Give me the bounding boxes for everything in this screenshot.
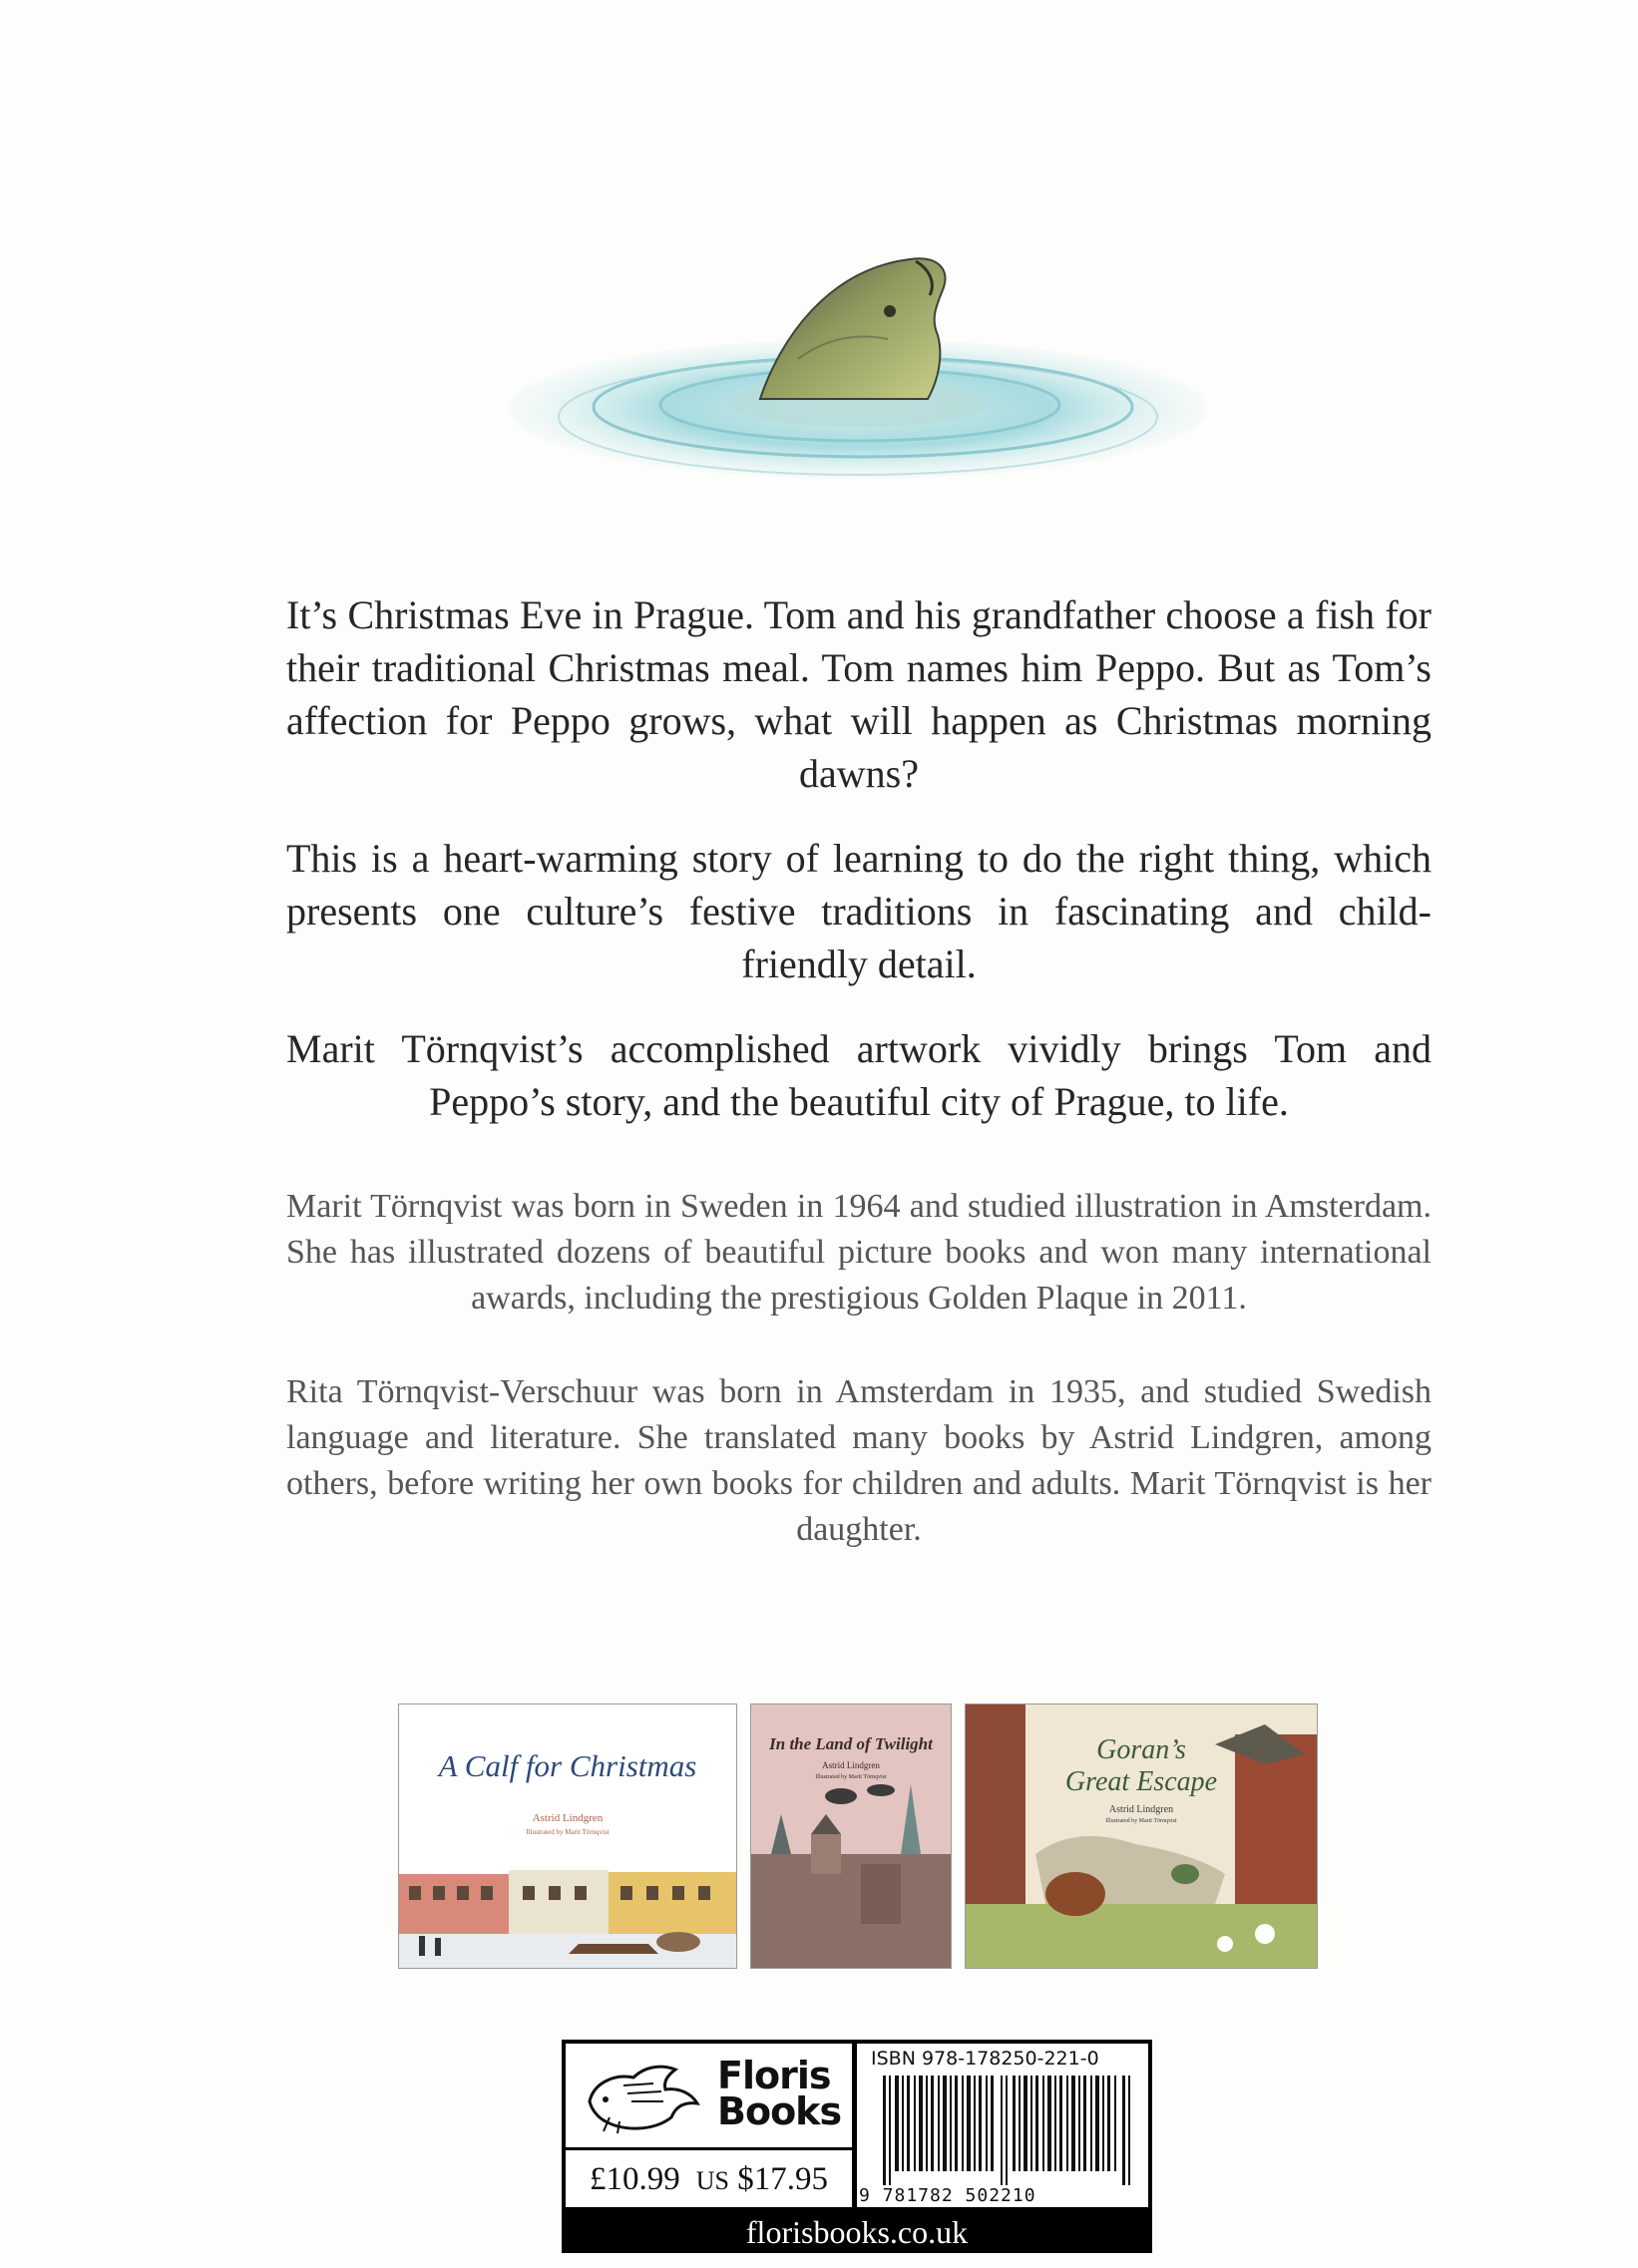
price-us-value: $17.95 — [737, 2160, 828, 2197]
publisher-logo — [566, 2044, 852, 2150]
book-cover-a-calf-for-christmas — [398, 1703, 737, 1969]
blurb-paragraph-3: Marit Törnqvist’s accomplished artwork vividly brings Tom and Peppo’s story, and the beautiful city of Prague, to life. — [286, 1026, 1432, 1124]
blurb-paragraph-1: It’s Christmas Eve in Prague. Tom and his grandfather choose a fish for their traditional Christmas meal. Tom names him Peppo. But as Tom’s affection for Peppo grows, what will happen as Christmas morning dawns? — [286, 592, 1432, 796]
price-row — [566, 2151, 852, 2207]
fish-in-water-illustration — [499, 239, 1217, 519]
publisher-name-line-1: Floris — [717, 2054, 831, 2097]
book-illustrator: Illustrated by Marit Törnqvist — [1105, 1818, 1177, 1824]
publisher-info — [566, 2044, 852, 2207]
book-cover-in-the-land-of-twilight — [750, 1703, 952, 1969]
book-author: Astrid Lindgren — [822, 1760, 880, 1770]
book-title: In the Land of Twilight — [769, 1734, 933, 1753]
book-title-line-1: Goran’s — [1096, 1734, 1186, 1765]
book-title-line-2: Great Escape — [1064, 1766, 1218, 1797]
book-illustrator: Illustrated by Marit Törnqvist — [526, 1828, 610, 1836]
publisher-website[interactable]: florisbooks.co.uk — [745, 2213, 969, 2250]
isbn-panel — [857, 2044, 1148, 2207]
book-author: Astrid Lindgren — [1108, 1804, 1174, 1815]
book-illustrator: Illustrated by Marit Törnqvist — [815, 1774, 887, 1780]
book-cover-gorans-great-escape — [965, 1703, 1318, 1969]
price-gbp: £10.99 — [590, 2160, 680, 2197]
author-bio: Rita Törnqvist-Verschuur was born in Amsterdam in 1935, and studied Swedish language and literature. She translated many books by Astrid Lindgren, among others, before writing her own books for children and adults. Marit Törnqvist is her daughter. — [286, 1373, 1432, 1548]
barcode-digits: 9 781782 502210 — [859, 2185, 1036, 2206]
illustrator-bio: Marit Törnqvist was born in Sweden in 1964 and studied illustration in Amsterdam. She has illustrated dozens of beautiful picture books and won many international awards, including the prestigious Golden Plaque in 2011. — [286, 1188, 1432, 1317]
price-us — [696, 2161, 828, 2198]
dove-icon — [584, 2062, 703, 2137]
barcode — [883, 2076, 1132, 2185]
publisher-name-line-2: Books — [717, 2089, 842, 2133]
publisher-name — [717, 2054, 842, 2133]
book-author: Astrid Lindgren — [532, 1812, 604, 1824]
publisher-box — [562, 2040, 1152, 2253]
book-cover-art — [399, 1704, 736, 1968]
price-us-label: US — [695, 2165, 729, 2195]
book-title: A Calf for Christmas — [438, 1748, 697, 1783]
isbn-text: ISBN 978-178250-221-0 — [871, 2048, 1099, 2070]
blurb-paragraph-2: This is a heart-warming story of learning to do the right thing, which presents one culture’s festive traditions in fascinating and child-friendly detail. — [286, 836, 1432, 986]
